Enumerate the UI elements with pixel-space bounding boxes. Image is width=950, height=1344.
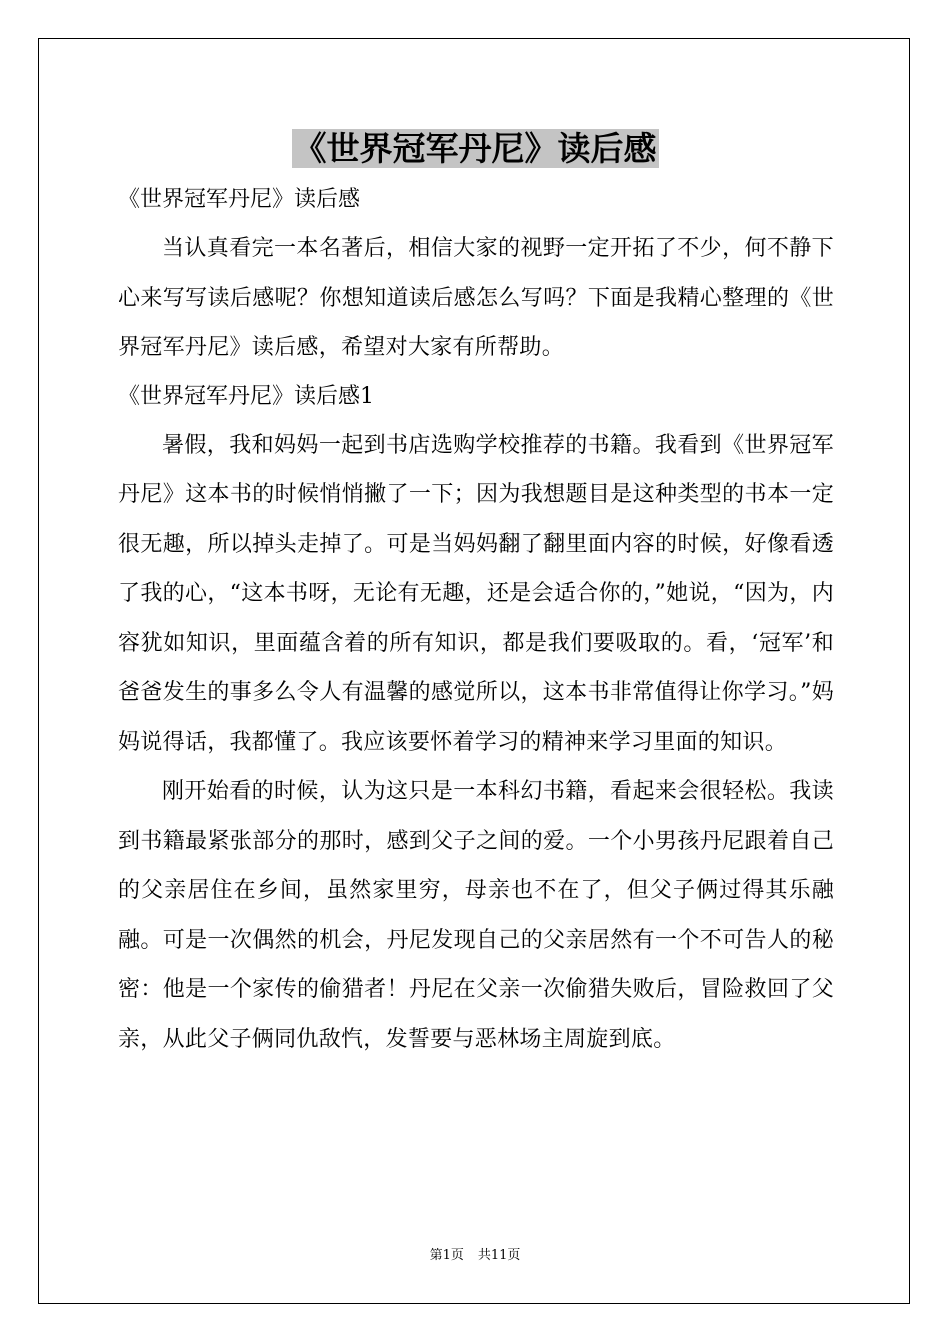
document-title bbox=[0, 124, 950, 174]
page-total: 共11页 bbox=[477, 1248, 521, 1263]
body-paragraph-2: 刚开始看的时候，认为这只是一本科幻书籍，看起来会很轻松。我读到书籍最紧张部分的那时，感到父子之间的爱。一个小男孩丹尼跟着自己的父亲居住在乡间，虽然家里穷，母亲也不在了，但父子俩过得其乐融融。可是一次偶然的机会，丹尼发现自己的父亲居然有一个不可告人的秘密：他是一个家传的偷猎者！丹尼在父亲一次偷猎失败后，冒险救回了父亲，从此父子俩同仇敌忾，发誓要与恶林场主周旋到底。 bbox=[118, 779, 834, 1052]
document-title-text: 《世界冠军丹尼》读后感 bbox=[293, 129, 657, 168]
document-body bbox=[118, 176, 834, 1064]
page-number: 第1页 bbox=[429, 1248, 464, 1263]
page-footer bbox=[0, 1246, 950, 1266]
document-subtitle: 《世界冠军丹尼》读后感 bbox=[118, 187, 361, 212]
section-heading: 《世界冠军丹尼》读后感1 bbox=[118, 383, 374, 409]
intro-paragraph: 当认真看完一本名著后，相信大家的视野一定开拓了不少，何不静下心来写写读后感呢？你想知道读后感怎么写吗？下面是我精心整理的《世界冠军丹尼》读后感，希望对大家有所帮助。 bbox=[118, 236, 834, 360]
body-paragraph-1: 暑假，我和妈妈一起到书店选购学校推荐的书籍。我看到《世界冠军丹尼》这本书的时候悄悄撇了一下；因为我想题目是这种类型的书本一定很无趣，所以掉头走掉了。可是当妈妈翻了翻里面内容的时候，好像看透了我的心，“这本书呀，无论有无趣，还是会适合你的，”她说，“因为，内容犹如知识，里面蕴含着的所有知识，都是我们要吸取的。看，‘冠军’和爸爸发生的事多么令人有温馨的感觉所以，这本书非常值得让你学习。”妈妈说得话，我都懂了。我应该要怀着学习的精神来学习里面的知识。 bbox=[118, 432, 834, 755]
